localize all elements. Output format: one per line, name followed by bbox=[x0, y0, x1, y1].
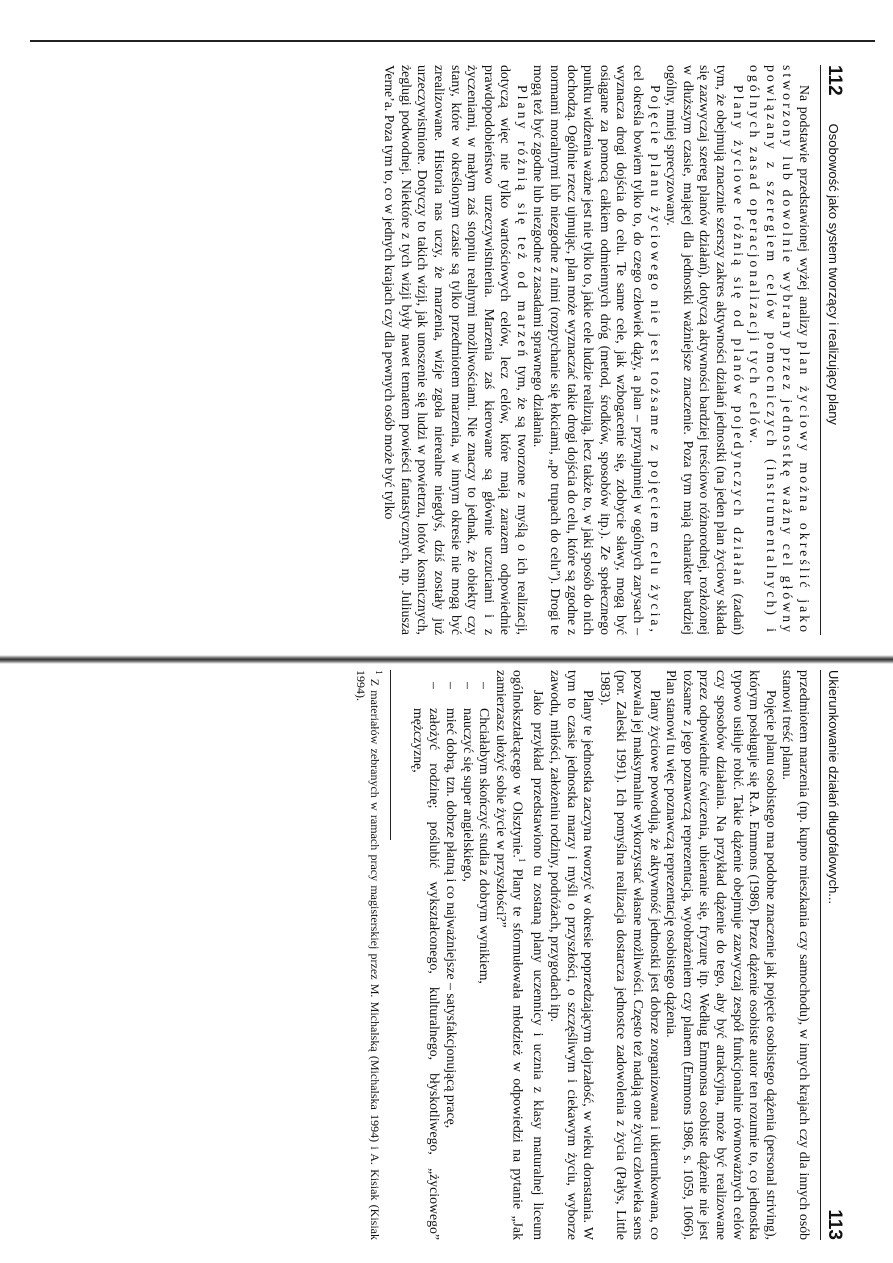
spaced-term: Plany różnią się też od marzeń bbox=[514, 85, 530, 360]
book-gutter bbox=[0, 655, 893, 664]
paragraph bbox=[492, 670, 546, 1240]
page-number: 113 bbox=[824, 1209, 845, 1240]
text-run: tym, że są tworzone z myślą o ich realizacji, dotyczą więc nie tylko wartościowych celów, lecz celów, które mają zarazem odpowiednie prawdopodobieństwo urzeczywistnienia. Marzenia zaś kierowane są głównie uczuciami i z życzeniami, w małym zaś stopniu realnymi możliwościami. Nie znaczy to jednak, że obiekty czy stany, które w określonym czasie są tylko przedmiotem marzenia, w innym okresie nie mogą być zrealizowane. Historia nas uczy, że marzenia, wizje zgoła nierealne niegdyś, dziś zostały już urzeczywistnione. Dotyczy to takich wizji, jak unoszenie się ludzi w powietrzu, lotów kosmicznych, żeglugi podwodnej. Niektóre z tych wizji były nawet tematem powieści fantastycznych, np. Juliusza Verne’a. Poza tym to, co w jednych krajach czy dla pewnych osób może być tylko bbox=[382, 65, 530, 635]
paragraph: Plany życiowe powodują, że aktywność jednostki jest dobrze zorganizowana i ukierunkowana, co pozwala jej maksymalnie wykorzystać własne możliwości. Często też nadają one życiu człowieka sens (por. Zaleski 1991). Ich pomyślna realizacja dostarcza jednostce zadowolenia z życia (Pałys, Little 1983). bbox=[597, 670, 663, 1240]
right-page bbox=[305, 670, 845, 1240]
paragraph: Pojęcie planu osobistego ma podobne znaczenie jak pojęcie osobistego dążenia (personal striving), którym posługuje się R.A. Emmons (1986). Przez dążenie osobiste autor ten rozumie to, co jednostka typowo usiłuje robić. Takie dążenie obejmuje zazwyczaj zespół funkcjonalnie równoważnych celów czy sposobów działania. Na przykład dążenie do tego, aby być atrakcyjna, może być realizowane przez odpowiednie ćwiczenia, ubieranie się, fryzurę itp. Według Emmonsa osobiste dążenie nie jest tożsame z jego poznawczą reprezentacją, wyobrażeniem czy planem (Emmons 1986, s. 1059, 1066). Plan stanowi tu więc poznawczą reprezentację osobistego dążenia. bbox=[664, 670, 779, 1240]
left-page-header bbox=[820, 65, 845, 635]
list-item: – nauczyć się super angielskiego, bbox=[459, 708, 476, 1240]
paragraph bbox=[663, 65, 746, 635]
footnote-rule bbox=[390, 670, 391, 840]
left-page bbox=[0, 65, 845, 635]
left-page-body bbox=[381, 65, 812, 635]
list-item: – Chciałabym skończyć studia z dobrym wynikiem, bbox=[476, 708, 493, 1240]
text-run: Na podstawie przedstawionej wyżej analizy bbox=[797, 85, 812, 342]
footnote-number: 1 bbox=[374, 670, 385, 675]
footnote-text: Z materiałów zebranych w ramach pracy magisterskiej przez M. Michalską (Michalska 1994) i A. Kisiak (Kisiak 1994). bbox=[353, 670, 383, 1240]
footnote-ref: 1 bbox=[516, 857, 527, 863]
text-run: Plany te sformułowała młodzież w odpowiedzi na pytanie „Jak zamierzasz ułożyć sobie życie w przyszłości?” bbox=[493, 670, 526, 1240]
running-head: Ukierunkowanie działań długofalowych... bbox=[826, 670, 841, 905]
footnote bbox=[353, 670, 386, 1240]
text-run: Jako przykład przedstawiono tu zostaną plany uczennicy i ucznia z klasy maturalnej liceum ogólnokształcącego w Olsztynie. bbox=[510, 670, 547, 1240]
paragraph: Plany te jednostka zaczyna tworzyć w okresie poprzedzającym dojrzałość, w wieku dorastania. W tym to czasie jednostka marzy i myśli o przyszłości, o szczęśliwym i ciekawym życiu, wyborze zawodu, miłości, założeniu rodziny, podróżach, przygodach itp. bbox=[548, 670, 597, 1240]
list-item: – mieć dobrą, tzn. dobrze płatną i co najważniejsze – satysfakcjonującą pracę, bbox=[442, 708, 459, 1240]
paragraph bbox=[381, 65, 530, 635]
paragraph bbox=[530, 65, 663, 635]
paragraph bbox=[746, 65, 812, 635]
list-item: – założyć rodzinę; poślubić wykształconego, kulturalnego, błyskotliwego, „życiowego” mężczyznę, bbox=[409, 708, 442, 1240]
right-page-header bbox=[820, 670, 845, 1240]
spaced-term: Plany życiowe różnią się od planów pojedynczych działań bbox=[730, 85, 746, 588]
page-number: 112 bbox=[824, 65, 845, 96]
spaced-term: plan życiowy można określić jako stworzony lub dowolnie wybrany przez jednostkę ważny cel główny powiązany z szeregiem celów pomocniczych (instrumentalnych) i ogólnych zasad operacjonalizacji tych celów. bbox=[747, 65, 812, 635]
text-run: cel określa bowiem tylko to, do czego człowiek dąży, a plan – przynajmniej w ogólnych zarysach – wyznacza drogi dojścia do celu. Te same cele, jak wzbogacenie się, zdobycie sławy, mogą być osiągane za pomocą całkiem odmiennych dróg (metod, środków, sposobów itp.). Ze społecznego punktu widzenia ważne jest nie tylko to, jakie cele ludzie realizują, lecz także to, w jaki sposób do nich dochodzą. Ogólnie rzecz ujmując, plan może wyznaczać takie drogi dojścia do celu, które są zgodne z normami moralnymi lub niezgodne z nimi (rozpychanie się łokciami, „po trupach do celu”). Drogi te mogą też być zgodne lub niezgodne z zasadami sprawnego działania. bbox=[531, 65, 647, 635]
paragraph: przedmiotem marzenia (np. kupno mieszkania czy samochodu), w innych krajach czy dla innych osób stanowi treść planu. bbox=[780, 670, 812, 1240]
running-head: Osobowość jako system tworzący i realizujący plany bbox=[826, 123, 841, 425]
top-scan-edge bbox=[30, 40, 875, 42]
text-run: (zadań) tym, że obejmują znacznie szerszy zakres aktywności działań jednostki (na jeden plan życiowy składa się zazwyczaj szereg planów działań), dotyczą aktywności bardziej treściowo różnorodnej, rozłożonej w dłuższym czasie, mającej dla jednostki ważniejsze znaczenie. Poza tym mają charakter bardziej ogólny, mniej sprecyzowany. bbox=[664, 65, 746, 635]
right-page-body bbox=[353, 670, 812, 1240]
spaced-term: Pojęcie planu życiowego nie jest tożsame z pojęciem celu życia, bbox=[647, 85, 663, 635]
plan-list bbox=[409, 670, 492, 1240]
